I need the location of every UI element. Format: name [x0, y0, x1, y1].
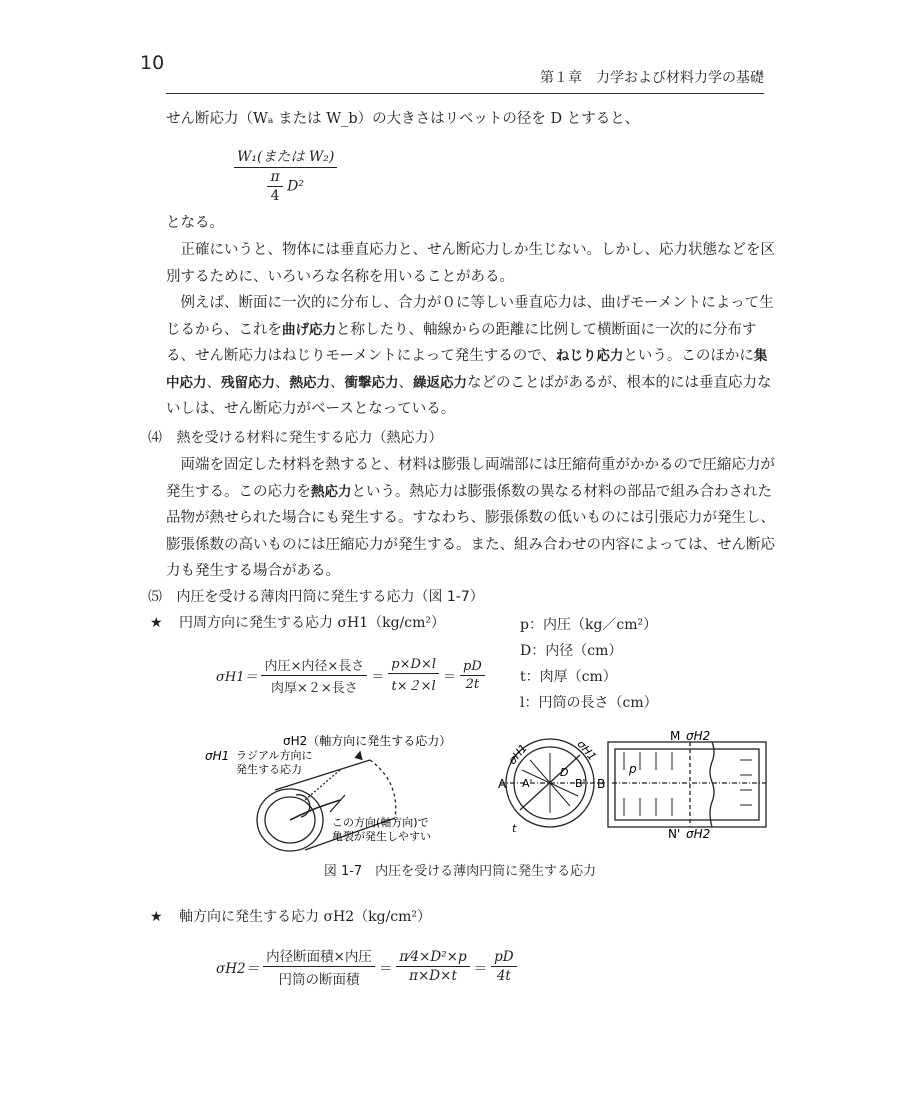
p2-sep: 、: [275, 374, 290, 391]
hoop-f1-den: 肉厚×２×長さ: [270, 681, 358, 696]
legend-p: p：内圧（kg／cm²）: [520, 617, 658, 633]
shear-formula-four: 4: [270, 188, 280, 204]
p2-part-b: と称したり、軸線からの距離に比例して横断面に一次的に分布する、せん断応力はねじりモーメントによって発生するので、: [166, 321, 757, 364]
shear-stress-line: せん断応力（Wₐ または W_b）の大きさはリベットの径を D とすると、: [166, 111, 640, 127]
hoop-f3-den: 2t: [465, 677, 480, 692]
p2-sep: 、: [398, 374, 413, 391]
axial-f1-den: 円筒の断面積: [278, 972, 360, 988]
p2-part-c: という。このほかに: [623, 348, 754, 364]
s4-part-a: 両端を固定した材料を熱すると、材料は膨張し両端部には圧縮荷重がかかるので圧縮応力が発生する。この応力を: [166, 457, 775, 500]
star-icon: ★: [150, 615, 163, 631]
fig-label-sigma1: σH1: [505, 741, 530, 768]
s4-part-b: という。熱応力は膨張係数の異なる材料の部品で組み合わされた品物が熱せられた場合にも発生する。すなわち、膨張係数の低いものには引張応力が発生し、膨張係数の高いものには圧縮応力が発生する。また、組み合わせの内容によっては、せん断応力も発生する場合がある。: [166, 483, 775, 579]
figure-caption: 図 1-7 内圧を受ける薄肉円筒に発生する応力: [323, 864, 597, 879]
fig-label-n: N': [668, 827, 681, 841]
hoop-eq1: ＝: [371, 670, 385, 685]
p2-sep: 、: [330, 374, 345, 391]
axial-stress-heading: [150, 906, 431, 926]
term-bending-stress: 曲げ応力: [282, 321, 336, 338]
shear-formula-pi: π: [267, 169, 282, 187]
legend-l: l：円筒の長さ（cm）: [520, 695, 658, 711]
term-residual-stress: 残留応力: [221, 374, 275, 391]
axial-eq2: ＝: [473, 960, 488, 977]
hoop-f1-num: 内圧×内径×長さ: [261, 655, 367, 676]
longitudinal-drawing: [608, 742, 766, 827]
legend-t: t：肉厚（cm）: [520, 669, 617, 685]
axial-f2-num: π⁄4×D²×p: [396, 949, 469, 967]
fig-label-sh1: σH1: [205, 749, 230, 763]
axial-formula: [216, 945, 521, 988]
fig-label-a: A: [498, 777, 507, 791]
fig-label-a-prime: A': [522, 777, 533, 790]
term-impact-stress: 衝撃応力: [344, 374, 399, 391]
fig-label-m: M: [670, 729, 681, 743]
fig-label-radial: ラジアル方向に: [236, 749, 313, 762]
axial-f1-num: 内径断面積×内圧: [263, 945, 375, 967]
tonaru-text: となる。: [166, 215, 224, 231]
fig-label-p: p: [629, 762, 637, 776]
hoop-f2-den: t×２×l: [391, 679, 436, 694]
hoop-stress-label: 円周方向に発生する応力 σH1（kg/cm²）: [179, 615, 446, 631]
axial-f2-den: π×D×t: [409, 968, 457, 984]
paragraph-1: 正確にいうと、物体には垂直応力と、せん断応力しか生じない。しかし、応力状態などを区別するために、いろいろな名称を用いることがある。: [166, 242, 775, 285]
fig-label-t: t: [512, 822, 517, 835]
term-concentrated-stress: 集中応力: [166, 348, 768, 391]
fig-label-sigma-m: σH2: [686, 729, 711, 743]
hoop-f2-num: p×D×l: [388, 657, 439, 674]
hoop-f3-num: pD: [460, 659, 485, 676]
section-4-title: 熱を受ける材料に発生する応力（熱応力）: [176, 430, 443, 446]
fig-label-b-prime: B': [575, 777, 586, 790]
shear-formula-numerator: W₁(または W₂): [234, 146, 337, 168]
fig-label-radial2: 発生する応力: [236, 763, 302, 776]
legend-d: D：内径（cm）: [520, 643, 623, 659]
p2-part-a: 例えば、断面に一次的に分布し、合力が０に等しい垂直応力は、曲げモーメントによって生じるから、これを: [166, 295, 774, 338]
term-thermal-stress: 熱応力: [289, 374, 330, 391]
axial-f3-den: 4t: [496, 968, 511, 984]
term-repeated-stress: 繰返応力: [413, 374, 467, 391]
term-torsion-stress: ねじり応力: [555, 348, 624, 364]
section-5-title: 内圧を受ける薄肉円筒に発生する応力（図 1-7）: [176, 589, 484, 605]
fig-label-sigma1b: σH1: [574, 737, 599, 764]
section-4-number: ⑷: [148, 430, 162, 446]
axial-lhs: σH2＝: [216, 960, 260, 977]
axial-eq1: ＝: [378, 960, 393, 977]
fig-label-crack1: この方向(軸方向)で: [332, 816, 429, 829]
hoop-eq2: ＝: [442, 670, 456, 685]
fig-label-sigma-n: σH2: [686, 827, 711, 841]
page-number: 10: [140, 52, 165, 74]
term-thermal-stress-2: 熱応力: [311, 483, 352, 500]
p2-sep: 、: [206, 374, 221, 391]
star-icon: ★: [150, 909, 163, 925]
p2-part-d: などのことばがあるが、根本的には垂直応力ないしは、せん断応力がベースとなっている。: [166, 374, 772, 417]
axial-f3-num: pD: [491, 949, 516, 967]
shear-formula-d2: D²: [287, 178, 304, 195]
fig-label-d: D: [560, 766, 569, 779]
section-5-number: ⑸: [148, 589, 162, 605]
fig-label-b: B: [597, 777, 606, 791]
hoop-lhs: σH1＝: [216, 670, 258, 685]
fig-label-crack2: 亀裂が発生しやすい: [332, 830, 431, 843]
fig-label-sh2: σH2（軸方向に発生する応力）: [283, 734, 452, 748]
running-title: 第１章 力学および材料力学の基礎: [540, 70, 764, 86]
axial-stress-label: 軸方向に発生する応力 σH2（kg/cm²）: [179, 909, 432, 925]
